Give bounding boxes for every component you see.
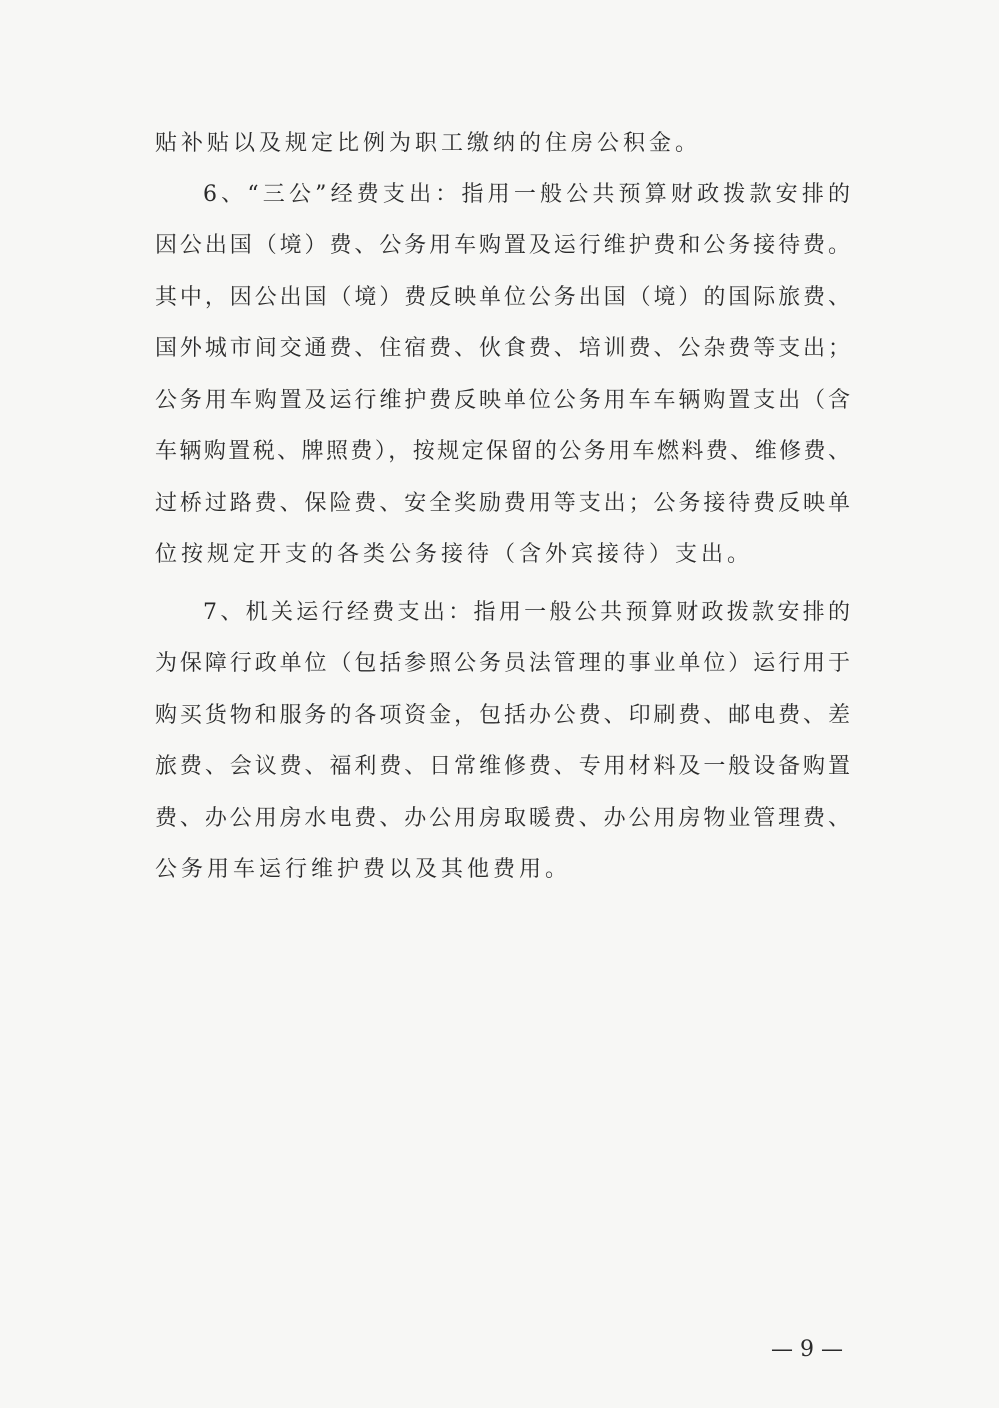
text-line: 为保障行政单位（包括参照公务员法管理的事业单位）运行用于 bbox=[155, 651, 850, 676]
text-line: 购买货物和服务的各项资金，包括办公费、印刷费、邮电费、差 bbox=[155, 703, 850, 728]
text-line: 费、办公用房水电费、办公用房取暖费、办公用房物业管理费、 bbox=[155, 806, 850, 831]
text-line: 旅费、会议费、福利费、日常维修费、专用材料及一般设备购置 bbox=[155, 754, 850, 779]
text-line: 车辆购置税、牌照费），按规定保留的公务用车燃料费、维修费、 bbox=[155, 439, 850, 464]
text-line: 公务用车运行维护费以及其他费用。 bbox=[155, 857, 572, 882]
text-line: 位按规定开支的各类公务接待（含外宾接待）支出。 bbox=[155, 542, 754, 567]
text-line: 其中，因公出国（境）费反映单位公务出国（境）的国际旅费、 bbox=[155, 285, 850, 310]
text-line: 公务用车购置及运行维护费反映单位公务用车车辆购置支出（含 bbox=[155, 388, 850, 413]
paragraph-6-first-line: 6、“三公”经费支出：指用一般公共预算财政拨款安排的 bbox=[203, 182, 850, 207]
text-line: 国外城市间交通费、住宿费、伙食费、培训费、公杂费等支出； bbox=[155, 336, 850, 361]
text-line: 过桥过路费、保险费、安全奖励费用等支出；公务接待费反映单 bbox=[155, 491, 850, 516]
page-number: — 9 — bbox=[771, 1337, 843, 1362]
text-line: 贴补贴以及规定比例为职工缴纳的住房公积金。 bbox=[155, 131, 702, 156]
text-line: 因公出国（境）费、公务用车购置及运行维护费和公务接待费。 bbox=[155, 233, 850, 258]
paragraph-7-first-line: 7、机关运行经费支出：指用一般公共预算财政拨款安排的 bbox=[203, 600, 850, 625]
